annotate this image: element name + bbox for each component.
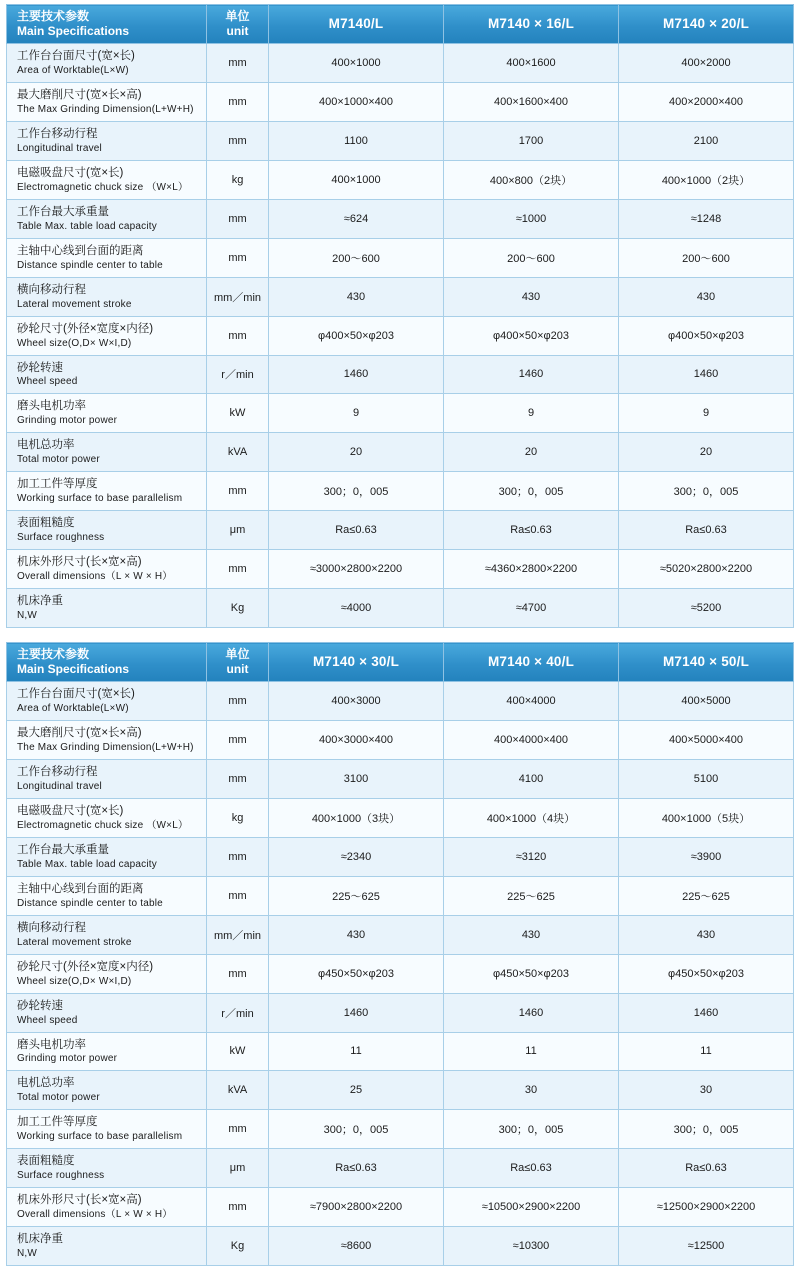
row-value-1: 200～600	[269, 238, 444, 277]
row-value-2: 1460	[444, 993, 619, 1032]
row-unit: mm	[207, 472, 269, 511]
header-model-2: M7140 × 16/L	[444, 5, 619, 44]
row-value-2: 30	[444, 1071, 619, 1110]
row-label: 砂轮尺寸(外径×宽度×内径) Wheel size(O,D× W×I,D)	[7, 316, 207, 355]
row-unit: Kg	[207, 1227, 269, 1266]
row-unit: mm	[207, 550, 269, 589]
table-row	[7, 277, 794, 316]
table-1-body	[7, 44, 794, 628]
header-row	[7, 643, 794, 682]
table-row	[7, 316, 794, 355]
row-value-3: 400×5000	[619, 682, 794, 721]
table-row	[7, 915, 794, 954]
header-model-1: M7140/L	[269, 5, 444, 44]
row-value-3: ≈5020×2800×2200	[619, 550, 794, 589]
row-value-1: 400×3000	[269, 682, 444, 721]
row-label: 最大磨削尺寸(宽×长×高) The Max Grinding Dimension(L+W+H)	[7, 721, 207, 760]
row-value-3: ≈12500	[619, 1227, 794, 1266]
row-unit: kVA	[207, 433, 269, 472]
row-value-2: 9	[444, 394, 619, 433]
row-value-1: 400×1000	[269, 160, 444, 199]
table-2-header	[7, 643, 794, 682]
row-label: 表面粗糙度 Surface roughness	[7, 511, 207, 550]
row-unit: mm	[207, 199, 269, 238]
table-row	[7, 837, 794, 876]
row-value-1: ≈8600	[269, 1227, 444, 1266]
row-unit: mm	[207, 876, 269, 915]
table-row	[7, 876, 794, 915]
row-label: 主轴中心线到台面的距离 Distance spindle center to table	[7, 876, 207, 915]
row-unit: kVA	[207, 1071, 269, 1110]
row-value-1: 9	[269, 394, 444, 433]
table-row	[7, 433, 794, 472]
row-value-3: 400×2000	[619, 44, 794, 83]
row-value-2: ≈4700	[444, 589, 619, 628]
table-row	[7, 82, 794, 121]
table-row	[7, 682, 794, 721]
row-value-3: Ra≤0.63	[619, 1149, 794, 1188]
header-model-3: M7140 × 20/L	[619, 5, 794, 44]
header-title-en: Main Specifications	[17, 662, 130, 677]
table-row	[7, 550, 794, 589]
header-main-specifications	[7, 643, 207, 682]
header-unit-en: unit	[226, 24, 249, 38]
row-value-2: 400×1600×400	[444, 82, 619, 121]
row-unit: mm	[207, 759, 269, 798]
row-value-3: ≈5200	[619, 589, 794, 628]
row-unit: mm	[207, 721, 269, 760]
row-value-2: ≈10500×2900×2200	[444, 1188, 619, 1227]
row-label: 电机总功率 Total motor power	[7, 433, 207, 472]
table-row	[7, 160, 794, 199]
row-value-2: φ400×50×φ203	[444, 316, 619, 355]
header-model-2: M7140 × 40/L	[444, 643, 619, 682]
row-label: 工作台台面尺寸(宽×长) Area of Worktable(L×W)	[7, 682, 207, 721]
header-unit-en: unit	[226, 662, 249, 677]
row-value-3: 1460	[619, 993, 794, 1032]
row-label: 砂轮尺寸(外径×宽度×内径) Wheel size(O,D× W×I,D)	[7, 954, 207, 993]
table-row	[7, 1110, 794, 1149]
row-value-1: Ra≤0.63	[269, 1149, 444, 1188]
row-value-1: φ450×50×φ203	[269, 954, 444, 993]
row-value-3: 300；0，005	[619, 472, 794, 511]
row-value-3: 200～600	[619, 238, 794, 277]
row-value-1: Ra≤0.63	[269, 511, 444, 550]
table-row	[7, 1188, 794, 1227]
row-label: 工作台最大承重量 Table Max. table load capacity	[7, 837, 207, 876]
row-value-1: ≈624	[269, 199, 444, 238]
row-value-1: ≈7900×2800×2200	[269, 1188, 444, 1227]
row-label: 工作台移动行程 Longitudinal travel	[7, 121, 207, 160]
row-unit: mm	[207, 1110, 269, 1149]
row-value-2: 20	[444, 433, 619, 472]
row-value-2: 300；0，005	[444, 1110, 619, 1149]
row-value-1: 400×1000（3块）	[269, 798, 444, 837]
row-label: 电磁吸盘尺寸(宽×长) Electromagnetic chuck size （W×L）	[7, 160, 207, 199]
row-unit: mm／min	[207, 915, 269, 954]
row-label: 表面粗糙度 Surface roughness	[7, 1149, 207, 1188]
row-value-3: 400×5000×400	[619, 721, 794, 760]
row-value-1: 300；0，005	[269, 1110, 444, 1149]
row-value-3: ≈12500×2900×2200	[619, 1188, 794, 1227]
row-value-1: 430	[269, 277, 444, 316]
row-value-3: 430	[619, 915, 794, 954]
row-value-3: 300；0，005	[619, 1110, 794, 1149]
row-value-1: 20	[269, 433, 444, 472]
table-row	[7, 394, 794, 433]
row-unit: mm	[207, 954, 269, 993]
header-row	[7, 5, 794, 44]
table-row	[7, 798, 794, 837]
row-label: 机床外形尺寸(长×宽×高) Overall dimensions（L × W × H）	[7, 1188, 207, 1227]
row-value-1: 1460	[269, 993, 444, 1032]
table-row	[7, 511, 794, 550]
row-label: 主轴中心线到台面的距离 Distance spindle center to table	[7, 238, 207, 277]
row-value-2: 11	[444, 1032, 619, 1071]
row-label: 加工工件等厚度 Working surface to base parallelism	[7, 472, 207, 511]
row-value-3: 1460	[619, 355, 794, 394]
row-value-2: 300；0，005	[444, 472, 619, 511]
row-value-1: 1100	[269, 121, 444, 160]
header-unit	[207, 643, 269, 682]
header-title-cn: 主要技术参数	[17, 647, 90, 662]
table-1-header	[7, 5, 794, 44]
row-label: 砂轮转速 Wheel speed	[7, 993, 207, 1032]
row-value-3: 11	[619, 1032, 794, 1071]
row-value-2: Ra≤0.63	[444, 511, 619, 550]
row-label: 工作台最大承重量 Table Max. table load capacity	[7, 199, 207, 238]
row-label: 机床净重 N,W	[7, 1227, 207, 1266]
row-label: 电机总功率 Total motor power	[7, 1071, 207, 1110]
row-value-1: 11	[269, 1032, 444, 1071]
row-value-2: φ450×50×φ203	[444, 954, 619, 993]
row-unit: mm／min	[207, 277, 269, 316]
row-value-3: 9	[619, 394, 794, 433]
row-value-2: 4100	[444, 759, 619, 798]
table-row	[7, 1227, 794, 1266]
row-value-1: 225～625	[269, 876, 444, 915]
header-unit-cn: 单位	[225, 9, 250, 23]
row-value-1: 430	[269, 915, 444, 954]
row-value-3: 400×2000×400	[619, 82, 794, 121]
table-row	[7, 1032, 794, 1071]
row-value-2: 400×4000	[444, 682, 619, 721]
row-value-2: 1460	[444, 355, 619, 394]
table-row	[7, 472, 794, 511]
row-value-2: 225～625	[444, 876, 619, 915]
header-title-en: Main Specifications	[17, 24, 130, 38]
row-unit: mm	[207, 44, 269, 83]
row-unit: Kg	[207, 589, 269, 628]
row-label: 加工工件等厚度 Working surface to base parallelism	[7, 1110, 207, 1149]
row-unit: mm	[207, 1188, 269, 1227]
row-value-3: 5100	[619, 759, 794, 798]
table-row	[7, 238, 794, 277]
header-unit	[207, 5, 269, 44]
row-value-1: 25	[269, 1071, 444, 1110]
row-value-3: 2100	[619, 121, 794, 160]
row-label: 机床外形尺寸(长×宽×高) Overall dimensions（L × W × H）	[7, 550, 207, 589]
row-value-3: 400×1000（2块）	[619, 160, 794, 199]
row-unit: mm	[207, 837, 269, 876]
row-value-3: 225～625	[619, 876, 794, 915]
row-value-3: 400×1000（5块）	[619, 798, 794, 837]
table-2-body	[7, 682, 794, 1266]
row-value-2: 400×4000×400	[444, 721, 619, 760]
header-main-specifications	[7, 5, 207, 44]
row-value-1: φ400×50×φ203	[269, 316, 444, 355]
row-unit: r／min	[207, 355, 269, 394]
row-label: 横向移动行程 Lateral movement stroke	[7, 277, 207, 316]
table-row	[7, 954, 794, 993]
row-unit: mm	[207, 82, 269, 121]
row-value-1: 300；0，005	[269, 472, 444, 511]
table-row	[7, 1071, 794, 1110]
row-label: 机床净重 N,W	[7, 589, 207, 628]
row-value-1: 400×1000×400	[269, 82, 444, 121]
spec-table-2	[6, 642, 794, 1266]
row-label: 工作台移动行程 Longitudinal travel	[7, 759, 207, 798]
row-value-2: 430	[444, 277, 619, 316]
row-value-3: 430	[619, 277, 794, 316]
row-value-2: 200～600	[444, 238, 619, 277]
row-value-3: Ra≤0.63	[619, 511, 794, 550]
table-row	[7, 993, 794, 1032]
table-row	[7, 44, 794, 83]
row-unit: μm	[207, 1149, 269, 1188]
row-value-3: ≈1248	[619, 199, 794, 238]
row-value-1: 400×1000	[269, 44, 444, 83]
row-value-2: 400×1000（4块）	[444, 798, 619, 837]
row-value-3: 30	[619, 1071, 794, 1110]
table-row	[7, 759, 794, 798]
table-row	[7, 1149, 794, 1188]
row-value-1: ≈4000	[269, 589, 444, 628]
table-row	[7, 355, 794, 394]
row-value-3: φ400×50×φ203	[619, 316, 794, 355]
row-unit: mm	[207, 316, 269, 355]
row-value-3: ≈3900	[619, 837, 794, 876]
row-label: 最大磨削尺寸(宽×长×高) The Max Grinding Dimension(L+W+H)	[7, 82, 207, 121]
header-unit-cn: 单位	[225, 647, 250, 662]
row-value-1: 1460	[269, 355, 444, 394]
row-value-2: ≈10300	[444, 1227, 619, 1266]
spec-table-1	[6, 4, 794, 628]
row-value-2: 1700	[444, 121, 619, 160]
row-label: 磨头电机功率 Grinding motor power	[7, 394, 207, 433]
row-unit: kW	[207, 1032, 269, 1071]
row-value-2: 400×800（2块）	[444, 160, 619, 199]
header-title-cn: 主要技术参数	[17, 9, 90, 23]
row-value-3: 20	[619, 433, 794, 472]
table-row	[7, 589, 794, 628]
table-row	[7, 121, 794, 160]
row-unit: kg	[207, 798, 269, 837]
row-unit: kg	[207, 160, 269, 199]
row-unit: mm	[207, 682, 269, 721]
row-unit: r／min	[207, 993, 269, 1032]
row-value-1: 400×3000×400	[269, 721, 444, 760]
row-value-2: ≈4360×2800×2200	[444, 550, 619, 589]
row-value-1: ≈2340	[269, 837, 444, 876]
row-label: 横向移动行程 Lateral movement stroke	[7, 915, 207, 954]
table-row	[7, 721, 794, 760]
row-value-3: φ450×50×φ203	[619, 954, 794, 993]
row-value-2: ≈1000	[444, 199, 619, 238]
row-unit: kW	[207, 394, 269, 433]
row-value-1: ≈3000×2800×2200	[269, 550, 444, 589]
row-value-1: 3100	[269, 759, 444, 798]
row-label: 砂轮转速 Wheel speed	[7, 355, 207, 394]
header-model-1: M7140 × 30/L	[269, 643, 444, 682]
row-value-2: ≈3120	[444, 837, 619, 876]
table-row	[7, 199, 794, 238]
row-label: 电磁吸盘尺寸(宽×长) Electromagnetic chuck size （W×L）	[7, 798, 207, 837]
header-model-3: M7140 × 50/L	[619, 643, 794, 682]
row-unit: mm	[207, 121, 269, 160]
row-unit: μm	[207, 511, 269, 550]
row-value-2: 430	[444, 915, 619, 954]
row-label: 工作台台面尺寸(宽×长) Area of Worktable(L×W)	[7, 44, 207, 83]
row-value-2: 400×1600	[444, 44, 619, 83]
row-value-2: Ra≤0.63	[444, 1149, 619, 1188]
row-unit: mm	[207, 238, 269, 277]
row-label: 磨头电机功率 Grinding motor power	[7, 1032, 207, 1071]
